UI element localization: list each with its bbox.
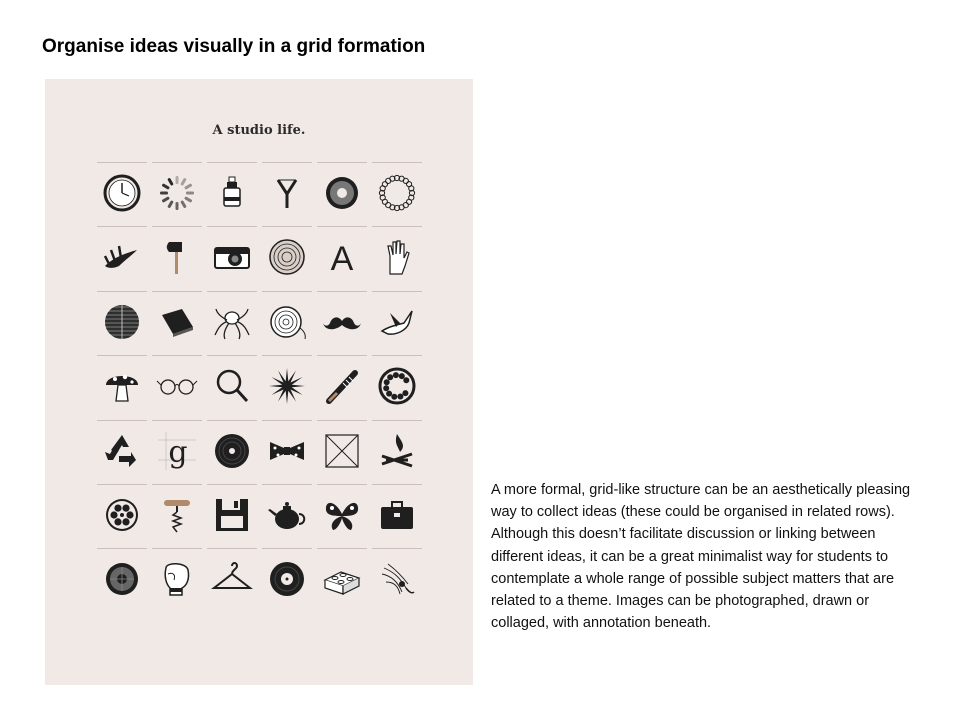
spray-can-icon [211,172,253,214]
boxing-glove-icon [156,558,198,600]
annotation-line [97,355,147,356]
annotation-line [317,420,367,421]
grid-cell [205,543,260,607]
donut-icon [321,172,363,214]
annotation-line [152,420,202,421]
annotation-line [97,162,147,163]
grid-cell [95,157,150,221]
annotation-line [372,291,422,292]
grid-cell [370,286,425,350]
grid-cell [95,221,150,285]
butterfly-icon [321,494,363,536]
grid-cell [150,415,205,479]
magnifier-icon [211,365,253,407]
poster-title: A studio life. [212,123,306,138]
striped-sphere-icon [101,301,143,343]
loading-spinner-icon [156,172,198,214]
annotation-line [372,162,422,163]
annotation-line [207,162,257,163]
annotation-line [317,355,367,356]
annotation-line [372,226,422,227]
grid-cell [260,157,315,221]
annotation-line [97,420,147,421]
mushroom-icon [101,365,143,407]
annotation-line [152,291,202,292]
briefcase-icon [376,494,418,536]
annotation-line [262,355,312,356]
annotation-line [152,548,202,549]
grid-cell [260,286,315,350]
grid-cell [150,221,205,285]
annotation-line [152,484,202,485]
bead-ring-icon [376,172,418,214]
letter-g-icon [156,430,198,472]
svg-text:g: g [168,434,188,470]
grid-cell [205,415,260,479]
grid-cell [370,479,425,543]
annotation-line [317,548,367,549]
grid-cell [260,221,315,285]
moustache-icon [321,301,363,343]
grid-cell [150,543,205,607]
grid-cell [150,350,205,414]
grid-cell [370,350,425,414]
recycle-icon [101,430,143,472]
axe-icon [156,236,198,278]
grid-cell [205,221,260,285]
grid-cell [95,479,150,543]
annotation-line [262,420,312,421]
annotation-line [372,420,422,421]
grid-cell [205,286,260,350]
clock-icon [101,172,143,214]
grid-cell [95,286,150,350]
studio-life-poster [45,79,473,685]
octopus-icon [211,301,253,343]
annotation-line [372,355,422,356]
grid-cell [150,157,205,221]
annotation-line [262,484,312,485]
tree-ring-icon [266,236,308,278]
teapot-icon [266,494,308,536]
annotation-line [207,484,257,485]
crossed-box-icon [321,430,363,472]
annotation-line [317,226,367,227]
grid-cell [95,350,150,414]
grid-cell [315,350,370,414]
grid-cell [315,479,370,543]
hand-icon [376,236,418,278]
letter-a-icon [321,236,363,278]
grid-cell [260,415,315,479]
grid-cell [315,221,370,285]
slingshot-icon [266,172,308,214]
corkscrew-icon [156,494,198,536]
slide-title: Organise ideas visually in a grid formation [42,36,426,57]
camera-icon [211,236,253,278]
annotation-line [97,291,147,292]
grid-cell [315,286,370,350]
grid-cell [370,221,425,285]
grid-cell [260,479,315,543]
annotation-line [97,548,147,549]
book-icon [156,301,198,343]
annotation-line [262,548,312,549]
claw-icon [101,236,143,278]
vinyl-disc-icon [211,430,253,472]
grid-cell [260,350,315,414]
rotary-dial-icon [376,365,418,407]
grid-cell [150,479,205,543]
grid-cell [205,479,260,543]
annotation-line [97,226,147,227]
annotation-line [262,226,312,227]
annotation-line [152,162,202,163]
grid-cell [150,286,205,350]
grid-cell [315,157,370,221]
slide-description: A more formal, grid-like structure can be an aesthetically pleasing way to collect ideas (these could be organised in related rows). Although this doesn’t facilitate discussion or linking between different ideas, it can be a great minimalist way for students to contemplate a whole range of possible subject matters that are related to a theme. Images can be photographed, drawn or collaged, with annotation beneath. [491,482,911,632]
bird-icon [376,301,418,343]
floppy-disk-icon [211,494,253,536]
annotation-line [152,355,202,356]
glasses-icon [156,365,198,407]
annotation-line [97,484,147,485]
grid-cell [205,350,260,414]
grid-cell [370,157,425,221]
grid-cell [260,543,315,607]
annotation-line [372,484,422,485]
annotation-line [207,548,257,549]
campfire-icon [376,430,418,472]
grid-cell [315,415,370,479]
icon-grid [95,157,425,672]
annotation-line [262,162,312,163]
melon-icon [101,558,143,600]
svg-text:A: A [330,240,354,279]
annotation-line [317,162,367,163]
fishing-fly-icon [376,558,418,600]
annotation-line [317,484,367,485]
grid-cell [205,157,260,221]
starburst-icon [266,365,308,407]
baseball-bat-icon [321,365,363,407]
annotation-line [207,226,257,227]
grid-cell [370,415,425,479]
annotation-line [207,420,257,421]
annotation-line [152,226,202,227]
yarn-ball-icon [266,301,308,343]
annotation-line [317,291,367,292]
bowtie-icon [266,430,308,472]
grid-cell [95,543,150,607]
hanger-icon [211,558,253,600]
record-icon [266,558,308,600]
annotation-line [207,355,257,356]
grid-cell [95,415,150,479]
grid-cell [370,543,425,607]
annotation-line [207,291,257,292]
annotation-line [372,548,422,549]
film-reel-icon [101,494,143,536]
grid-cell [315,543,370,607]
lego-brick-icon [321,558,363,600]
annotation-line [262,291,312,292]
